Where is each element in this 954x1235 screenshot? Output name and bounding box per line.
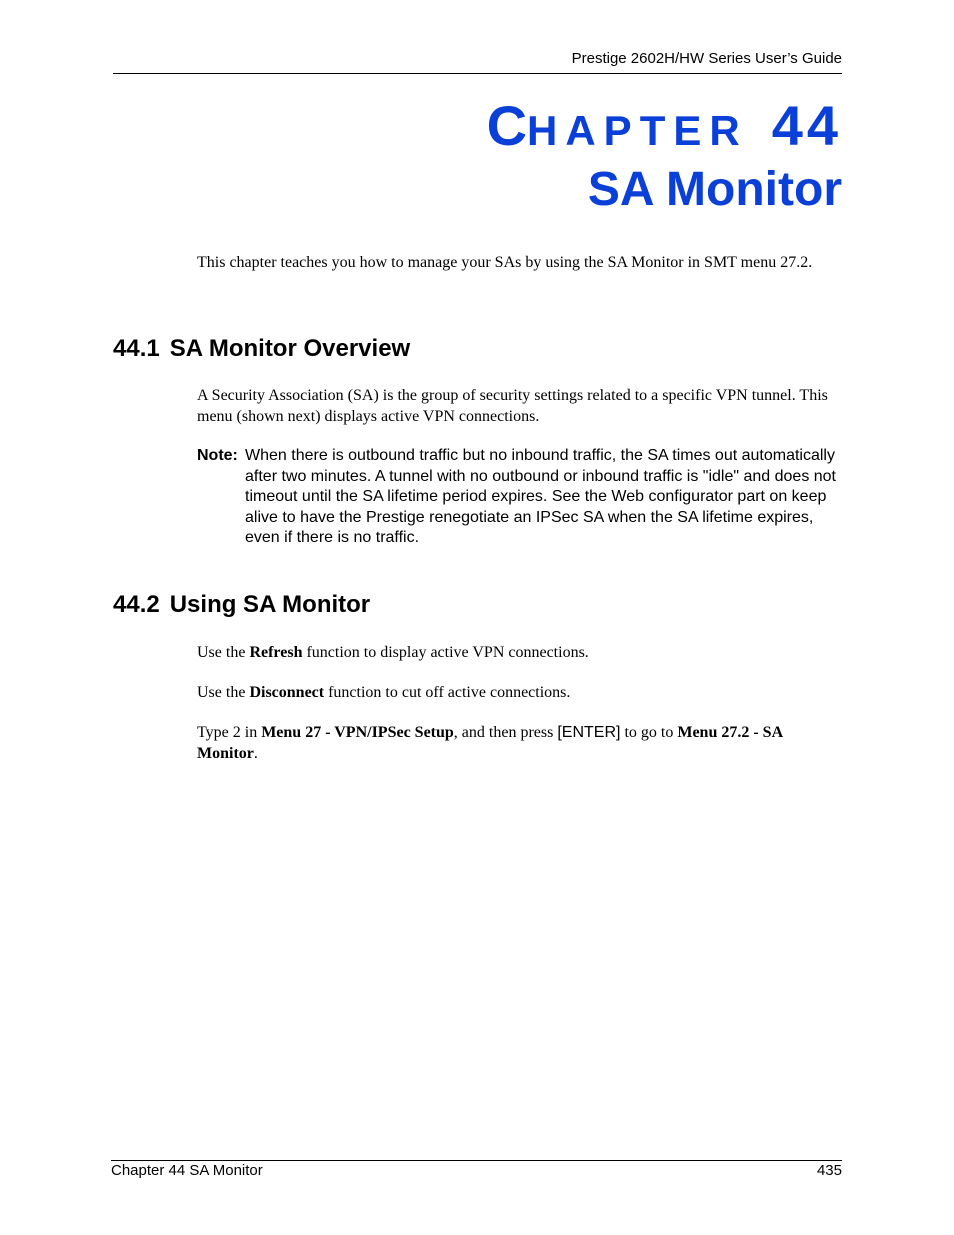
- note-text: When there is outbound traffic but no inbound traffic, the SA times out automatically after two minutes. A tunnel with no outbound or inbound traffic is "idle" and does not timeout until the SA lifetime period expires. See the Web configurator part on keep alive to have the Prestige renegotiate an IPSec SA when the SA lifetime expires, even if there is no traffic.: [245, 447, 836, 546]
- disconnect-term: Disconnect: [249, 684, 325, 701]
- text-run: Use the: [197, 644, 250, 661]
- text-run: function to display active VPN connections.: [302, 644, 589, 661]
- menu-27-reference: Menu 27 - VPN/IPSec Setup: [261, 724, 454, 741]
- footer-divider: [111, 1160, 842, 1161]
- section-title: Using SA Monitor: [169, 591, 371, 618]
- enter-key: [ENTER]: [557, 724, 621, 741]
- refresh-paragraph: [197, 642, 847, 663]
- note-block: [197, 446, 847, 549]
- refresh-term: Refresh: [249, 644, 303, 661]
- intro-paragraph: This chapter teaches you how to manage your SAs by using the SA Monitor in SMT menu 27.2.: [197, 254, 813, 271]
- page-number: 435: [816, 1162, 842, 1179]
- chapter-number: 44: [771, 94, 842, 157]
- running-header: Prestige 2602H/HW Series User’s Guide: [571, 50, 842, 67]
- disconnect-paragraph: [197, 682, 847, 703]
- text-run: Type 2 in: [197, 724, 262, 741]
- section-title: SA Monitor Overview: [169, 335, 411, 362]
- section-number: 44.1: [113, 335, 160, 362]
- footer-chapter: Chapter 44 SA Monitor: [111, 1162, 263, 1179]
- chapter-label: [486, 94, 842, 157]
- text-run: , and then press: [453, 724, 558, 741]
- text-run: .: [253, 745, 258, 762]
- section-heading-overview: [113, 335, 410, 363]
- section-heading-using: [113, 591, 370, 619]
- menu-navigation-paragraph: [197, 722, 847, 764]
- chapter-label-rest: HAPTER: [527, 107, 748, 154]
- header-divider: [113, 73, 842, 74]
- chapter-title: SA Monitor: [587, 163, 842, 216]
- chapter-label-initial: C: [486, 94, 528, 157]
- text-run: function to cut off active connections.: [324, 684, 571, 701]
- overview-paragraph: A Security Association (SA) is the group of security settings related to a specific VPN tunnel. This menu (shown next) displays active VPN connections.: [197, 387, 828, 425]
- text-run: to go to: [620, 724, 678, 741]
- section-number: 44.2: [113, 591, 160, 618]
- text-run: Use the: [197, 684, 250, 701]
- note-label: Note:: [197, 447, 238, 464]
- menu-27-2-reference: Menu 27.2 - SA Monitor: [197, 724, 783, 762]
